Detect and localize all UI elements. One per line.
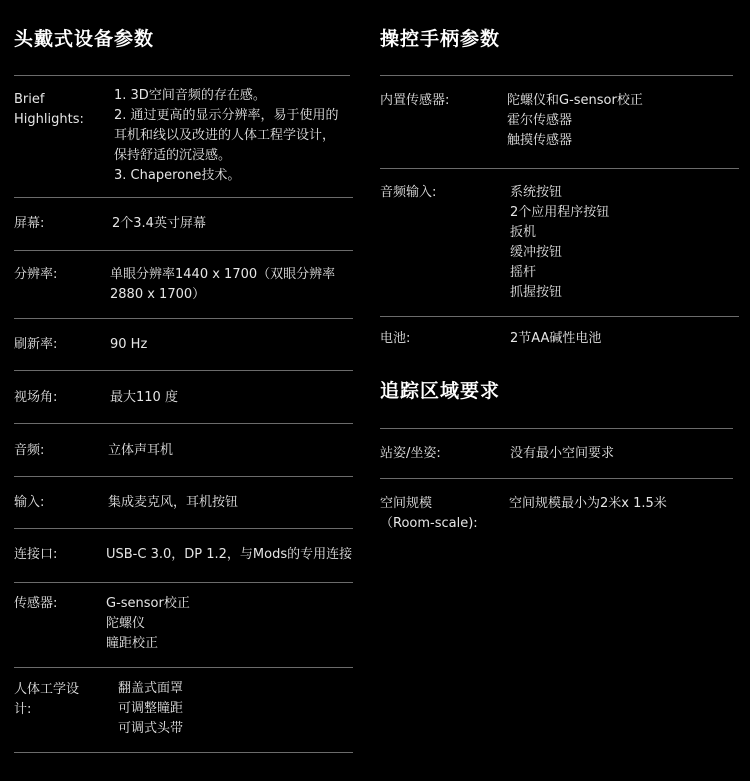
- divider: [14, 752, 353, 753]
- row-label: 空间规模 （Room-scale):: [380, 496, 478, 531]
- divider: [14, 423, 353, 424]
- row-value: G-sensor校正 陀螺仪 瞳距校正: [106, 596, 190, 651]
- row-value: 90 Hz: [110, 337, 148, 352]
- row-label: 电池:: [380, 331, 411, 346]
- divider: [14, 582, 353, 583]
- row-value: 翻盖式面罩 可调整瞳距 可调式头带: [118, 681, 184, 736]
- row-value: 2节AA碱性电池: [510, 331, 602, 346]
- controller-title: 操控手柄参数: [380, 28, 501, 50]
- row-label: 屏幕:: [14, 216, 45, 231]
- divider: [14, 370, 353, 371]
- row-label: 音频:: [14, 443, 45, 458]
- row-value: 1. 3D空间音频的存在感。 2. 通过更高的显示分辨率，易于使用的 耳机和线以及改进的人体工程学设计， 保持舒适的沉浸感。 3. Chaperone技术。: [114, 88, 339, 183]
- divider: [14, 318, 353, 319]
- row-label: 输入:: [14, 495, 45, 510]
- row-value: 系统按钮 2个应用程序按钮 扳机 缓冲按钮 摇杆 抓握按钮: [510, 185, 610, 300]
- row-label: 内置传感器:: [380, 93, 450, 108]
- divider: [14, 667, 353, 668]
- headset-title: 头戴式设备参数: [14, 28, 155, 50]
- divider: [380, 428, 733, 429]
- divider: [14, 476, 353, 477]
- row-label: 视场角:: [14, 390, 58, 405]
- row-value: 立体声耳机: [108, 443, 174, 458]
- divider: [380, 316, 739, 317]
- row-label: 站姿/坐姿:: [380, 446, 441, 461]
- divider: [380, 168, 739, 169]
- row-label: 人体工学设 计:: [14, 682, 80, 717]
- divider: [380, 75, 733, 76]
- row-label: 分辨率:: [14, 267, 58, 282]
- row-value: 2个3.4英寸屏幕: [112, 216, 206, 231]
- row-value: 陀螺仪和G-sensor校正 霍尔传感器 触摸传感器: [507, 93, 643, 148]
- row-value: 空间规模最小为2米x 1.5米: [509, 496, 667, 511]
- row-label: Brief Highlights:: [14, 92, 84, 127]
- row-label: 连接口:: [14, 547, 58, 562]
- divider: [14, 250, 353, 251]
- divider: [380, 478, 733, 479]
- divider: [14, 75, 350, 76]
- divider: [14, 528, 353, 529]
- row-value: 集成麦克风，耳机按钮: [108, 495, 239, 510]
- divider: [14, 197, 353, 198]
- row-label: 传感器:: [14, 596, 58, 611]
- row-value: USB-C 3.0，DP 1.2，与Mods的专用连接: [106, 547, 353, 562]
- row-value: 没有最小空间要求: [510, 446, 615, 461]
- row-value: 最大110 度: [110, 390, 178, 405]
- row-label: 刷新率:: [14, 337, 58, 352]
- tracking-title: 追踪区域要求: [380, 380, 501, 402]
- row-value: 单眼分辨率1440 x 1700（双眼分辨率 2880 x 1700）: [110, 267, 336, 302]
- row-label: 音频输入:: [380, 185, 437, 200]
